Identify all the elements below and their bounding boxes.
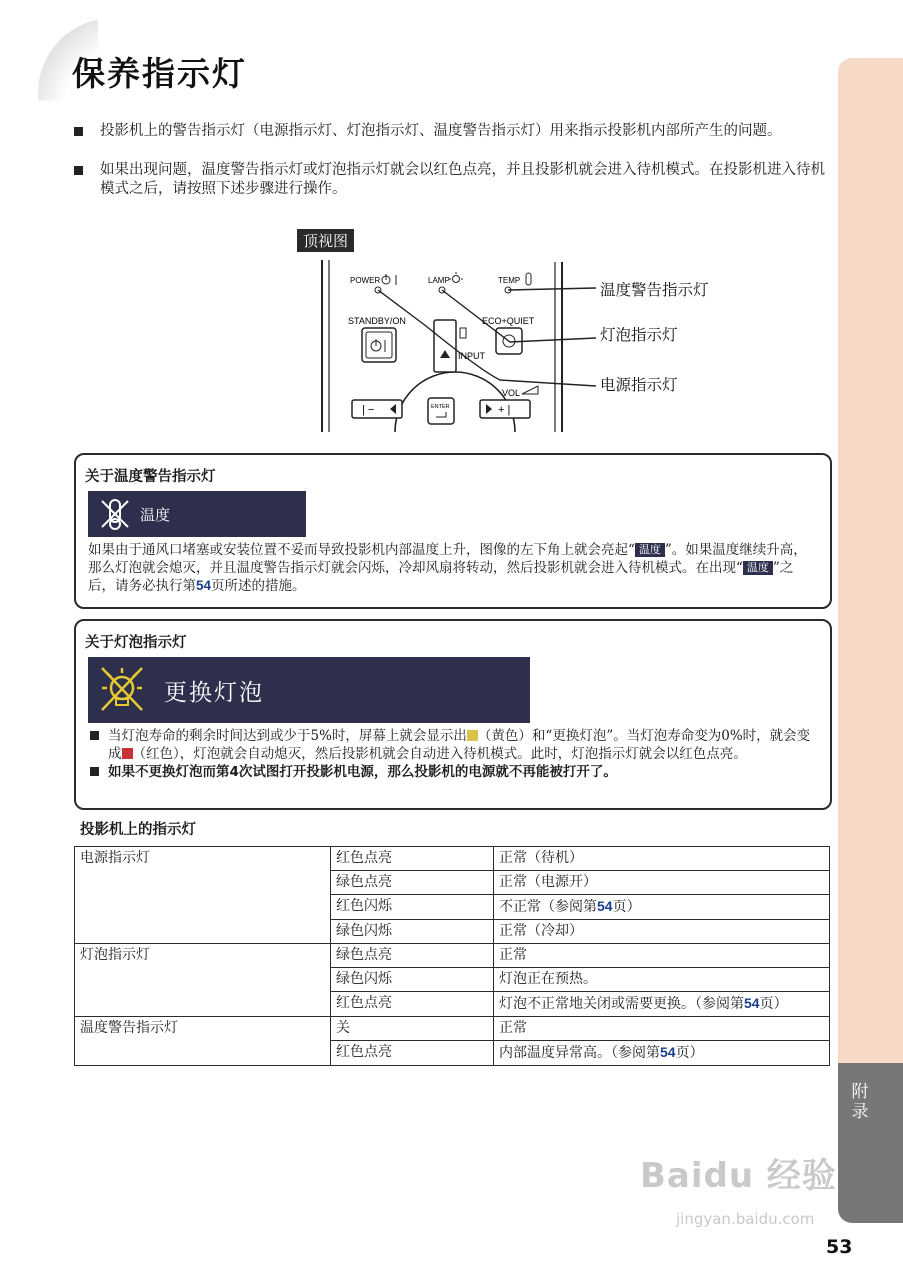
page-number: 53: [826, 1236, 853, 1258]
temp-box-title: 关于温度警告指示灯: [85, 469, 216, 485]
temp-label: TEMP: [498, 276, 521, 285]
table-row: 绿色闪烁 灯泡正在预热。: [75, 968, 830, 992]
lamp-indicator-box: [74, 619, 832, 810]
right-plus-button[interactable]: [480, 400, 530, 418]
thermometer-warning-icon: [98, 497, 132, 531]
thermometer-icon: [526, 273, 531, 285]
tab-appendix-label: 附录: [851, 1082, 869, 1122]
temp-chip: 温度: [743, 561, 773, 575]
side-tab-bar: [838, 58, 903, 1063]
table-row: 红色点亮 灯泡不正常地关闭或需要更换。（参阅第54页）: [75, 992, 830, 1017]
lamp-warning-icon: [96, 664, 148, 716]
intro-bullet-2: 如果出现问题，温度警告指示灯或灯泡指示灯就会以红色点亮，并且投影机就会进入待机模式。在投影机进入待机模式之后，请按照下述步骤进行操作。: [74, 161, 834, 199]
diagram-label: 顶视图: [297, 229, 354, 252]
table-row: 红色闪烁 不正常（参阅第54页）: [75, 895, 830, 920]
bullet-square-icon: [90, 731, 99, 740]
table-row: 红色点亮 内部温度异常高。（参阅第54页）: [75, 1041, 830, 1066]
baidu-watermark-url: jingyan.baidu.com: [676, 1210, 815, 1228]
lamp-osd-text: 更换灯泡: [164, 680, 264, 706]
page-title: 保养指示灯: [72, 54, 247, 93]
svg-text:+ |: + |: [498, 404, 511, 416]
input-label: INPUT: [458, 351, 485, 361]
lamp-symbol-icon: [449, 272, 463, 283]
red-lamp-swatch-icon: [122, 748, 133, 759]
table-row: 绿色闪烁 正常（冷却）: [75, 920, 830, 944]
lamp-osd-display: [88, 657, 530, 723]
baidu-watermark: Baidu 经验: [640, 1156, 837, 1196]
eco-label: ECO+QUIET: [482, 316, 535, 326]
input-icon: [460, 328, 466, 338]
lamp-box-bullets: [88, 727, 818, 781]
page-ref-link[interactable]: 54: [744, 995, 760, 1011]
standby-label: STANDBY/ON: [348, 316, 406, 326]
table-row: 温度警告指示灯 关 正常: [75, 1017, 830, 1041]
callout-power-indicator: 电源指示灯: [600, 376, 678, 394]
page-ref-link[interactable]: 54: [660, 1044, 676, 1060]
temp-box-paragraph: 如果由于通风口堵塞或安装位置不妥而导致投影机内部温度上升，图像的左下角上就会亮起“ 温度 ”。如果温度继续升高，那么灯泡就会熄灭，并且温度警告指示灯就会闪烁，冷却风扇将转动，然后投影机就会进入待机模式。在出现“ 温度 ”之后，请务必执行第54页所述的措施。: [88, 542, 807, 594]
table-caption: 投影机上的指示灯: [80, 822, 196, 838]
power-label: POWER: [350, 276, 381, 285]
intro-bullet-1: 投影机上的警告指示灯（电源指示灯、灯泡指示灯、温度警告指示灯）用来指示投影机内部所产生的问题。: [74, 122, 834, 141]
lamp-bullet-1: 当灯泡寿命的剩余时间达到或少于5%时，屏幕上就会显示出 （黄色）和“更换灯泡”。当灯泡寿命变为0%时，就会变成 （红色），灯泡就会自动熄灭，然后投影机就会自动进入待机模式。此时，灯泡指示灯就会以红色点亮。: [88, 727, 818, 763]
table-row: 电源指示灯 红色点亮 正常（待机）: [75, 847, 830, 871]
callout-temp-indicator: 温度警告指示灯: [600, 281, 709, 299]
power-symbol-icon: [382, 274, 396, 285]
svg-text:ENTER: ENTER: [431, 404, 450, 410]
callout-lamp-indicator: 灯泡指示灯: [600, 326, 678, 344]
temp-osd-text: 温度: [140, 506, 171, 524]
enter-button[interactable]: [428, 398, 454, 424]
page-ref-link[interactable]: 54: [196, 578, 212, 593]
indicator-table: [74, 846, 830, 1066]
lamp-bullet-2: 如果不更换灯泡而第4次试图打开投影机电源，那么投影机的电源就不再能被打开了。: [88, 763, 818, 781]
table-group-name: 灯泡指示灯: [75, 944, 331, 1017]
page-ref-link[interactable]: 54: [597, 898, 613, 914]
vol-label: VOL: [502, 388, 521, 398]
table-group-name: 温度警告指示灯: [75, 1017, 331, 1066]
table-group-name: 电源指示灯: [75, 847, 331, 944]
table-row: 灯泡指示灯 绿色点亮 正常: [75, 944, 830, 968]
table-row: 绿色点亮 正常（电源开）: [75, 871, 830, 895]
temp-osd-display: [88, 491, 306, 537]
left-minus-button[interactable]: [352, 400, 402, 418]
temp-chip: 温度: [635, 543, 665, 557]
temp-warning-box: [74, 453, 832, 609]
bullet-square-icon: [90, 767, 99, 776]
bullet-square-icon: [74, 127, 83, 136]
standby-button[interactable]: [362, 328, 396, 362]
lamp-box-title: 关于灯泡指示灯: [85, 635, 187, 651]
bullet-square-icon: [74, 166, 83, 175]
yellow-lamp-swatch-icon: [467, 730, 478, 741]
volume-icon: [522, 386, 538, 394]
up-input-button[interactable]: [434, 320, 456, 372]
svg-text:| −: | −: [362, 404, 375, 416]
lamp-label: LAMP: [428, 276, 450, 285]
